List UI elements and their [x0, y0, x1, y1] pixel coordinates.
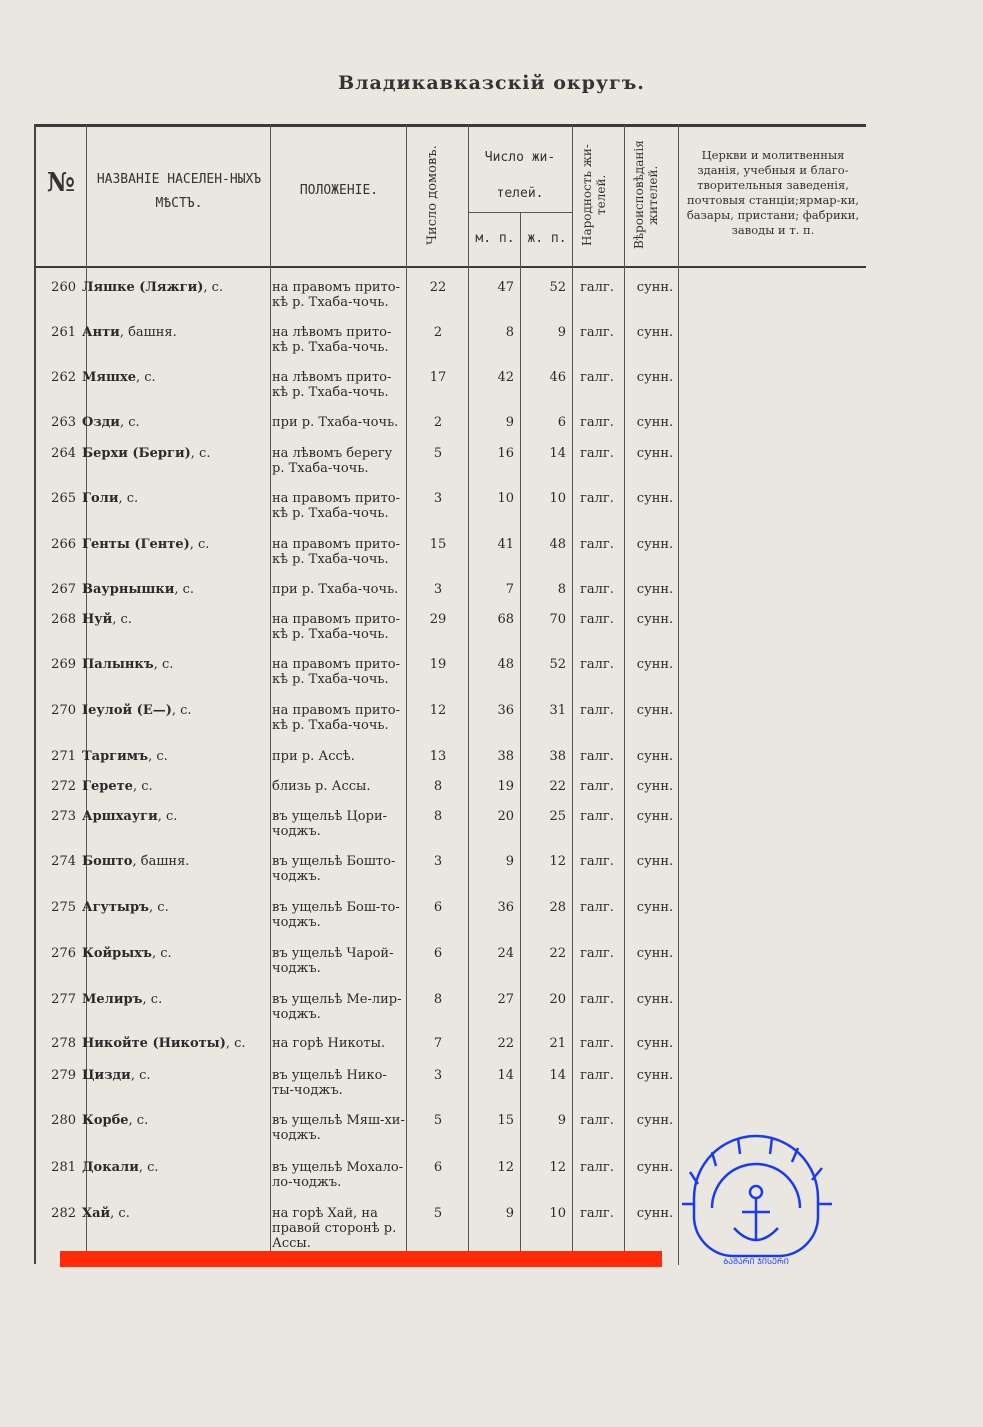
row-number: 262	[51, 370, 76, 385]
nationality: галг.	[580, 1068, 614, 1083]
male-count: 22	[497, 1036, 514, 1051]
houses-count: 17	[429, 370, 447, 385]
nationality: галг.	[580, 1036, 614, 1051]
row-number: 266	[51, 537, 76, 552]
female-count: 8	[557, 582, 566, 597]
houses-count: 22	[429, 280, 447, 295]
female-count: 25	[549, 809, 566, 824]
religion: сунн.	[636, 657, 674, 672]
settlement-kind: , с.	[130, 1068, 151, 1083]
nationality: галг.	[580, 749, 614, 764]
nationality: галг.	[580, 779, 614, 794]
female-count: 70	[549, 612, 566, 627]
female-count: 22	[549, 779, 566, 794]
male-count: 41	[497, 537, 514, 552]
row-number: 260	[51, 280, 76, 295]
houses-count: 3	[433, 582, 443, 597]
settlement-kind: , с.	[112, 612, 132, 627]
female-count: 22	[549, 946, 566, 961]
nationality: галг.	[580, 325, 614, 340]
settlement-name	[82, 1206, 268, 1221]
settlement-name	[82, 1068, 268, 1083]
settlement-title: Герете	[82, 779, 133, 794]
settlement-name	[82, 446, 268, 461]
settlement-kind: , с.	[136, 370, 156, 385]
settlement-name	[82, 749, 268, 764]
settlement-kind: , башня.	[119, 325, 177, 340]
settlement-kind: , с.	[203, 280, 224, 295]
female-count: 21	[549, 1036, 566, 1051]
settlement-position: на лѣвомъ берегу р. Тхаба-чочь.	[272, 446, 393, 476]
settlement-position: въ ущельѣ Ме-лир-чоджъ.	[272, 992, 402, 1022]
male-count: 36	[497, 900, 514, 915]
religion: сунн.	[636, 946, 674, 961]
houses-count: 5	[433, 1206, 443, 1221]
header-nationality: Народность жи-телей.	[580, 144, 608, 246]
row-number: 278	[51, 1036, 76, 1051]
settlement-kind: , с.	[190, 446, 211, 461]
female-count: 28	[549, 900, 566, 915]
female-count: 14	[549, 446, 566, 461]
male-count: 48	[497, 657, 514, 672]
nationality: галг.	[580, 537, 614, 552]
settlement-position: на правомъ прито-кѣ р. Тхаба-чочь.	[272, 703, 401, 733]
settlement-title: Берхи (Берги)	[82, 446, 191, 461]
row-number: 261	[51, 325, 76, 340]
male-count: 24	[497, 946, 514, 961]
male-count: 12	[497, 1160, 514, 1175]
row-number: 277	[51, 992, 76, 1007]
row-number: 271	[51, 749, 76, 764]
religion: сунн.	[636, 325, 674, 340]
male-count: 36	[497, 703, 514, 718]
settlement-name	[82, 491, 268, 506]
settlement-name	[82, 1036, 268, 1051]
religion: сунн.	[636, 809, 674, 824]
female-count: 48	[549, 537, 566, 552]
settlement-title: Никойте (Никоты)	[82, 1036, 226, 1051]
religion: сунн.	[636, 1160, 674, 1175]
houses-count: 19	[429, 657, 447, 672]
settlement-title: Генты (Генте)	[82, 537, 190, 552]
religion: сунн.	[636, 1206, 674, 1221]
header-divider	[34, 266, 866, 268]
nationality: галг.	[580, 854, 614, 869]
settlement-title: Цизди	[82, 1068, 131, 1083]
settlement-kind: , с.	[153, 657, 174, 672]
settlement-position: на горѣ Хай, на правой сторонѣ р. Ассы.	[272, 1206, 397, 1251]
settlement-position: въ ущельѣ Бошто-чоджъ.	[272, 854, 396, 884]
settlement-title: Койрыхъ	[82, 946, 152, 961]
nationality: галг.	[580, 1160, 614, 1175]
settlement-name	[82, 1160, 268, 1175]
settlement-title: Озди	[82, 415, 120, 430]
col-divider	[406, 125, 407, 1265]
nationality: галг.	[580, 809, 614, 824]
female-count: 12	[549, 854, 566, 869]
header-houses: Число домовъ.	[425, 145, 440, 245]
houses-count: 3	[433, 1068, 443, 1083]
male-count: 42	[497, 370, 514, 385]
settlement-kind: , с.	[149, 900, 169, 915]
header-female: ж. п.	[527, 231, 567, 246]
settlement-kind: , с.	[189, 537, 210, 552]
female-count: 9	[557, 325, 566, 340]
religion: сунн.	[636, 779, 674, 794]
settlement-kind: , с.	[132, 779, 153, 794]
data-table	[34, 124, 866, 1267]
settlement-title: Голи	[82, 491, 119, 506]
settlement-title: Іеулой (Е—)	[82, 703, 172, 718]
anchor-seal-icon	[672, 1128, 842, 1268]
settlement-name	[82, 854, 268, 869]
settlement-title: Мелиръ	[82, 992, 143, 1007]
settlement-kind: , с.	[128, 1113, 149, 1128]
row-number: 281	[51, 1160, 76, 1175]
female-count: 38	[549, 749, 566, 764]
row-number: 268	[51, 612, 76, 627]
page-title: Владикавказскій округъ.	[338, 72, 645, 94]
settlement-position: въ ущельѣ Мяш-хи-чоджъ.	[272, 1113, 405, 1143]
col-divider	[678, 125, 679, 1265]
settlement-position: на правомъ прито-кѣ р. Тхаба-чочь.	[272, 491, 401, 521]
row-number: 274	[51, 854, 76, 869]
settlement-position: на правомъ прито-кѣ р. Тхаба-чочь.	[272, 657, 401, 687]
male-count: 9	[505, 854, 514, 869]
col-divider	[520, 212, 521, 1264]
religion: сунн.	[636, 280, 674, 295]
male-count: 38	[497, 749, 514, 764]
religion: сунн.	[636, 1113, 674, 1128]
houses-count: 29	[429, 612, 447, 627]
houses-count: 8	[433, 809, 443, 824]
col-divider	[624, 125, 625, 1265]
header-no: №	[46, 168, 76, 198]
religion: сунн.	[636, 1036, 674, 1051]
row-number: 280	[51, 1113, 76, 1128]
settlement-name	[82, 415, 268, 430]
nationality: галг.	[580, 992, 614, 1007]
row-number: 276	[51, 946, 76, 961]
settlement-position: на лѣвомъ прито-кѣ р. Тхаба-чочь.	[272, 325, 392, 355]
settlement-kind: , с.	[148, 749, 168, 764]
settlement-name	[82, 992, 268, 1007]
religion: сунн.	[636, 370, 674, 385]
religion: сунн.	[636, 537, 674, 552]
houses-count: 2	[433, 415, 443, 430]
nationality: галг.	[580, 491, 614, 506]
female-count: 10	[549, 1206, 566, 1221]
houses-count: 8	[433, 992, 443, 1007]
settlement-kind: , с.	[171, 703, 192, 718]
nationality: галг.	[580, 446, 614, 461]
houses-count: 3	[433, 491, 443, 506]
settlement-title: Агутыръ	[82, 900, 150, 915]
religion: сунн.	[636, 612, 674, 627]
settlement-title: Ляшке (Ляжги)	[82, 280, 204, 295]
settlement-position: на правомъ прито-кѣ р. Тхаба-чочь.	[272, 537, 401, 567]
header-inhabitants: Число жи-телей.	[484, 150, 556, 201]
settlement-position: при р. Ассѣ.	[272, 749, 355, 764]
male-count: 9	[505, 1206, 514, 1221]
religion: сунн.	[636, 415, 674, 430]
settlement-title: Палынкъ	[82, 657, 154, 672]
table-left-border	[34, 124, 36, 1264]
male-count: 14	[497, 1068, 514, 1083]
settlement-kind: , с.	[225, 1036, 246, 1051]
settlement-name	[82, 280, 268, 295]
row-number: 275	[51, 900, 76, 915]
houses-count: 5	[433, 1113, 443, 1128]
settlement-title: Анти	[82, 325, 120, 340]
settlement-name	[82, 612, 268, 627]
female-count: 31	[549, 703, 566, 718]
houses-count: 6	[433, 1160, 443, 1175]
religion: сунн.	[636, 703, 674, 718]
settlement-position: въ ущельѣ Мохало-ло-чоджъ.	[272, 1160, 404, 1190]
nationality: галг.	[580, 900, 614, 915]
male-count: 9	[505, 415, 514, 430]
settlement-name	[82, 657, 268, 672]
row-number: 263	[51, 415, 76, 430]
settlement-name	[82, 325, 268, 340]
settlement-kind: , с.	[138, 1160, 159, 1175]
settlement-kind: , с.	[157, 809, 178, 824]
settlement-name	[82, 779, 268, 794]
female-count: 52	[549, 657, 566, 672]
houses-count: 7	[433, 1036, 443, 1051]
settlement-position: на правомъ прито-кѣ р. Тхаба-чочь.	[272, 280, 401, 310]
settlement-position: въ ущельѣ Нико-ты-чоджъ.	[272, 1068, 387, 1098]
male-count: 16	[497, 446, 514, 461]
female-count: 12	[549, 1160, 566, 1175]
nationality: галг.	[580, 1113, 614, 1128]
row-number: 273	[51, 809, 76, 824]
header-male: м. п.	[475, 231, 515, 246]
religion: сунн.	[636, 1068, 674, 1083]
religion: сунн.	[636, 582, 674, 597]
male-count: 10	[497, 491, 514, 506]
row-number: 270	[51, 703, 76, 718]
col-divider	[468, 125, 469, 1265]
houses-count: 12	[429, 703, 447, 718]
male-count: 47	[497, 280, 514, 295]
settlement-name	[82, 582, 268, 597]
religion: сунн.	[636, 854, 674, 869]
settlement-position: при р. Тхаба-чочь.	[272, 582, 399, 597]
settlement-position: при р. Тхаба-чочь.	[272, 415, 399, 430]
row-number: 279	[51, 1068, 76, 1083]
male-count: 68	[497, 612, 514, 627]
nationality: галг.	[580, 370, 614, 385]
nationality: галг.	[580, 946, 614, 961]
nationality: галг.	[580, 703, 614, 718]
settlement-kind: , с.	[118, 491, 139, 506]
settlement-position: на горѣ Никоты.	[272, 1036, 386, 1051]
settlement-name	[82, 370, 268, 385]
col-divider	[270, 125, 271, 1265]
nationality: галг.	[580, 1206, 614, 1221]
houses-count: 6	[433, 900, 443, 915]
houses-count: 3	[433, 854, 443, 869]
female-count: 6	[557, 415, 566, 430]
settlement-kind: , башня.	[132, 854, 190, 869]
settlement-title: Таргимъ	[82, 749, 149, 764]
row-number: 282	[51, 1206, 76, 1221]
settlement-position: на лѣвомъ прито-кѣ р. Тхаба-чочь.	[272, 370, 392, 400]
houses-count: 15	[429, 537, 447, 552]
houses-count: 5	[433, 446, 443, 461]
settlement-name	[82, 537, 268, 552]
settlement-name	[82, 809, 268, 824]
row-number: 267	[51, 582, 76, 597]
header-institutions: Церкви и молитвенныя зданія, учебныя и благо-творительныя заведенія, почтовыя станціи;ярмар-ки, базары, пристани; фабрики, заводы и т. п.	[686, 148, 860, 237]
male-count: 20	[497, 809, 514, 824]
religion: сунн.	[636, 749, 674, 764]
religion: сунн.	[636, 446, 674, 461]
settlement-position: въ ущельѣ Бош-то-чоджъ.	[272, 900, 400, 930]
settlement-title: Мяшхе	[82, 370, 136, 385]
col-divider	[86, 125, 87, 1265]
settlement-title: Хай	[82, 1206, 111, 1221]
settlement-title: Аршхауги	[82, 809, 158, 824]
settlement-kind: , с.	[110, 1206, 130, 1221]
houses-count: 13	[429, 749, 447, 764]
settlement-kind: , с.	[119, 415, 140, 430]
subheader-divider	[468, 212, 572, 213]
settlement-kind: , с.	[151, 946, 172, 961]
row-number: 265	[51, 491, 76, 506]
houses-count: 6	[433, 946, 443, 961]
settlement-name	[82, 703, 268, 718]
male-count: 19	[497, 779, 514, 794]
nationality: галг.	[580, 415, 614, 430]
seal-text: ᲑᲐᲨᲐᲠᲘ ᲯᲘᲡᲔᲠᲘ	[723, 1257, 789, 1266]
settlement-kind: , с.	[142, 992, 163, 1007]
nationality: галг.	[580, 657, 614, 672]
male-count: 15	[497, 1113, 514, 1128]
nationality: галг.	[580, 280, 614, 295]
female-count: 46	[549, 370, 566, 385]
col-divider	[572, 125, 573, 1265]
nationality: галг.	[580, 582, 614, 597]
religion: сунн.	[636, 992, 674, 1007]
religion: сунн.	[636, 491, 674, 506]
row-number: 272	[51, 779, 76, 794]
houses-count: 8	[433, 779, 443, 794]
female-count: 9	[557, 1113, 566, 1128]
header-name: НАЗВАНІЕ НАСЕЛЕН-НЫХЪ МѢСТЪ.	[96, 172, 262, 211]
header-position: ПОЛОЖЕНІЕ.	[299, 183, 379, 198]
settlement-name	[82, 900, 268, 915]
houses-count: 2	[433, 325, 443, 340]
settlement-title: Бошто	[82, 854, 133, 869]
male-count: 27	[497, 992, 514, 1007]
red-highlight-bar	[60, 1251, 662, 1267]
header-religion: Вѣроисповѣданія жителей.	[632, 140, 660, 250]
settlement-position: въ ущельѣ Цори-чоджъ.	[272, 809, 388, 839]
settlement-position: въ ущельѣ Чарой-чоджъ.	[272, 946, 394, 976]
settlement-title: Нуй	[82, 612, 113, 627]
settlement-title: Корбе	[82, 1113, 129, 1128]
settlement-name	[82, 1113, 268, 1128]
female-count: 20	[549, 992, 566, 1007]
settlement-kind: , с.	[174, 582, 195, 597]
row-number: 264	[51, 446, 76, 461]
religion: сунн.	[636, 900, 674, 915]
female-count: 52	[549, 280, 566, 295]
settlement-title: Ваурнышки	[82, 582, 175, 597]
male-count: 8	[505, 325, 514, 340]
male-count: 7	[505, 582, 514, 597]
settlement-position: на правомъ прито-кѣ р. Тхаба-чочь.	[272, 612, 401, 642]
nationality: галг.	[580, 612, 614, 627]
female-count: 14	[549, 1068, 566, 1083]
settlement-position: близь р. Ассы.	[272, 779, 371, 794]
settlement-title: Докали	[82, 1160, 139, 1175]
female-count: 10	[549, 491, 566, 506]
settlement-name	[82, 946, 268, 961]
row-number: 269	[51, 657, 76, 672]
